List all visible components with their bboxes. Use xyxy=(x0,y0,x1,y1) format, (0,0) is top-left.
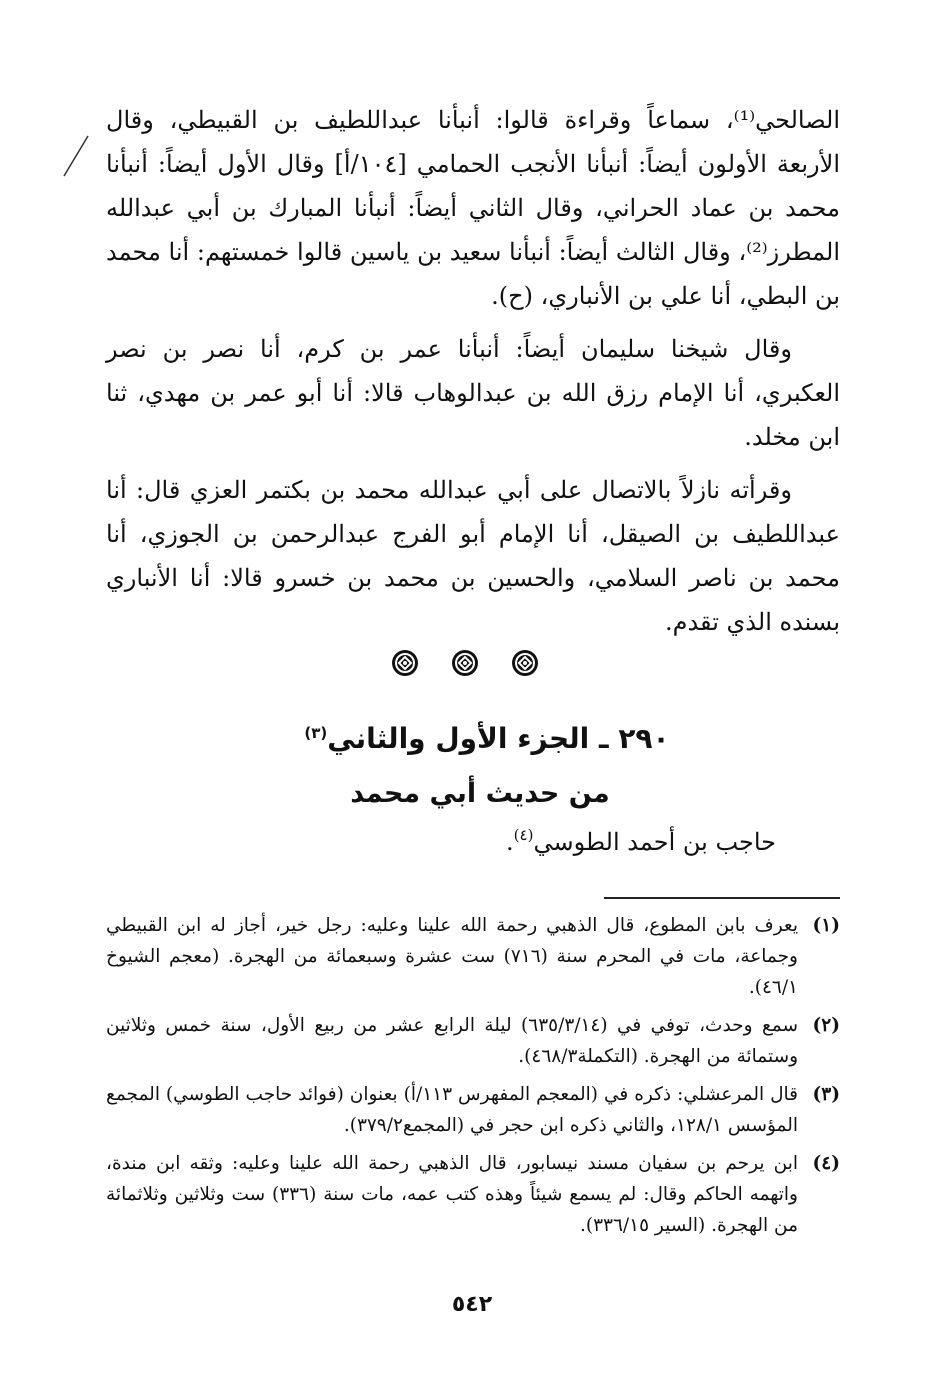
footnote-text: يعرف بابن المطوع، قال الذهبي رحمة الله علينا وعليه: رجل خير، أجاز له ابن القبيطي وجماعة، مات في المحرم سنة (٧١٦) ست عشرة وسبعمائة من الهجرة. (معجم الشيوخ ٤٦/١). xyxy=(106,915,798,998)
footnote-text: سمع وحدث، توفي في (٦٣٥/٣/١٤) ليلة الرابع عشر من ربيع الأول، سنة خمس وثلاثين وستمائة من الهجرة. (التكملة٤٦٨/٣). xyxy=(106,1015,798,1067)
section-heading xyxy=(30,722,944,755)
paragraph-1-text: الصالحي⁽¹⁾، سماعاً وقراءة قالوا: أنبأنا عبداللطيف بن القبيطي، وقال الأربعة الأولون أيضاً: أنبأنا الأنجب الحمامي [١٠٤/أ] وقال الأول أيضاً: أنبأنا محمد بن عماد الحراني، وقال الثاني أيضاً: أنبأنا المبارك بن أبي عبدالله المطرز⁽²⁾، وقال الثالث أيضاً: أنبأنا سعيد بن ياسين قالوا خمستهم: أنا محمد بن البطي، أنا علي بن الأنباري، (ح). xyxy=(106,106,841,310)
footnote xyxy=(106,910,840,1003)
footnote-number: (٣) xyxy=(812,1084,840,1105)
paragraph-2-text: وقال شيخنا سليمان أيضاً: أنبأنا عمر بن كرم، أنا نصر بن نصر العكبري، أنا الإمام رزق الله بن عبدالوهاب قالا: أنا أبو عمر بن مهدي، ثنا ابن مخلد. xyxy=(106,335,840,451)
footnotes xyxy=(106,910,840,1248)
footnote xyxy=(106,1148,840,1241)
section-subheading: من حديث أبي محمد xyxy=(350,778,610,809)
footnote xyxy=(106,1010,840,1072)
footnote-text: ابن يرحم بن سفيان مسند نيسابور، قال الذهبي رحمة الله علينا وعليه: وثقه ابن مندة، واتهمه الحاكم وقال: لم يسمع شيئاً وهذه كتب عمه، مات سنة (٣٣٦) ست وثلاثين وثلاثمائة من الهجرة. (السير ٣٣٦/١٥). xyxy=(106,1153,798,1236)
footnote-ref-3: (٣) xyxy=(304,724,328,742)
knot-ornament-icon xyxy=(450,648,480,678)
paragraph-3-text: وقرأته نازلاً بالاتصال على أبي عبدالله محمد بن بكتمر العزي قال: أنا عبداللطيف بن الصيقل، أنا الإمام أبو الفرج عبدالرحمن بن الجوزي، أنا محمد بن ناصر السلامي، والحسين بن محمد بن خسرو قالا: أنا الأنباري بسنده الذي تقدم. xyxy=(106,476,840,636)
knot-ornament-icon xyxy=(390,648,420,678)
page-number: ٥٤٢ xyxy=(451,1292,493,1317)
footnote-separator xyxy=(604,897,840,899)
margin-pen-mark xyxy=(60,132,90,182)
section-divider-ornaments xyxy=(390,648,540,682)
footnote-text: قال المرعشلي: ذكره في (المعجم المفهرس ١١٣/أ) بعنوان (فوائد حاجب الطوسي) المجمع المؤسس ١٢٨/١، والثاني ذكره ابن حجر في (المجمع٣٧٩/٢). xyxy=(106,1084,798,1136)
footnote-number: (١) xyxy=(812,915,840,936)
footnote-number: (٢) xyxy=(812,1015,840,1036)
paragraph-isnad-3 xyxy=(106,468,840,644)
paragraph-isnad-2 xyxy=(106,327,840,459)
author-name: حاجب بن أحمد الطوسي xyxy=(533,828,776,856)
footnote-ref-4: (٤) xyxy=(513,826,534,844)
section-author-line xyxy=(506,828,776,856)
author-line-end: . xyxy=(506,828,514,856)
footnote xyxy=(106,1079,840,1141)
paragraph-isnad-1 xyxy=(106,98,840,318)
knot-ornament-icon xyxy=(510,648,540,678)
footnote-number: (٤) xyxy=(812,1153,840,1174)
section-heading-text: ٢٩٠ ـ الجزء الأول والثاني xyxy=(327,722,670,755)
